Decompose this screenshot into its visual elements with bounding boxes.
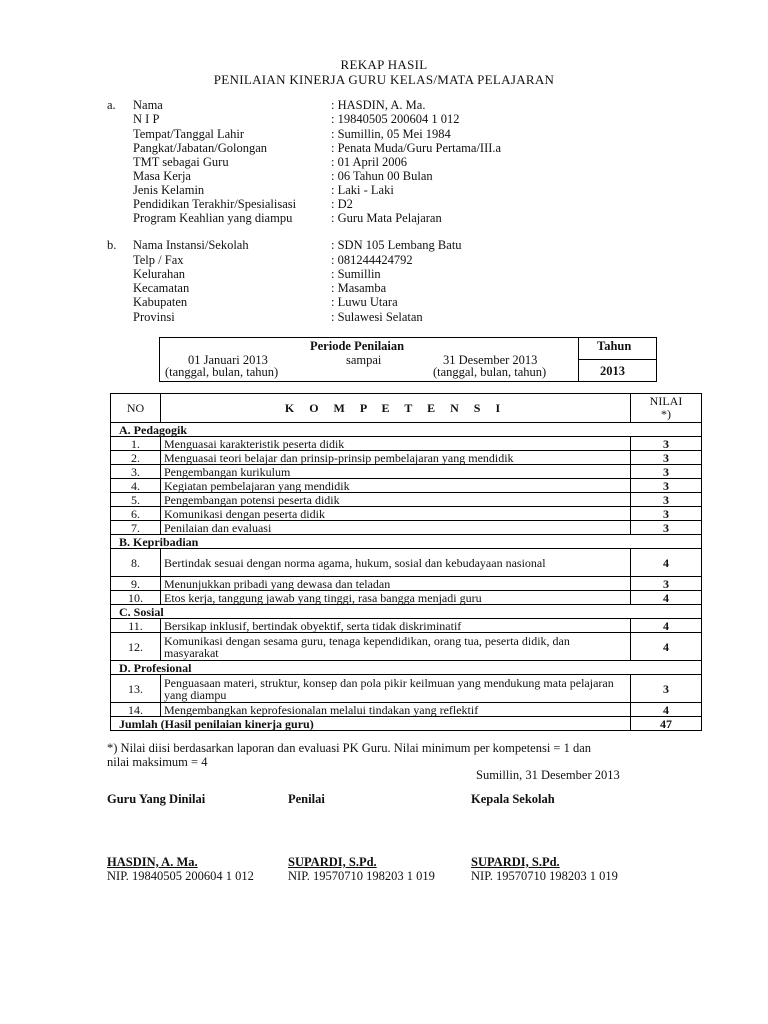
row-no: 8. [111, 549, 161, 577]
table-row [111, 507, 702, 521]
row-nilai: 3 [631, 451, 702, 465]
table-header-row [111, 394, 702, 423]
signature-role: Kepala Sekolah [471, 792, 555, 806]
table-row [111, 633, 702, 661]
row-kompetensi: Mengembangkan keprofesionalan melalui tindakan yang reflektif [161, 703, 631, 717]
periode-end-hint: (tanggal, bulan, tahun) [433, 365, 547, 379]
row-no: 14. [111, 703, 161, 717]
periode-start-date: 01 Januari 2013 [188, 353, 268, 367]
row-kompetensi: Menguasai karakteristik peserta didik [161, 437, 631, 451]
row-kompetensi: Kegiatan pembelajaran yang mendidik [161, 479, 631, 493]
footnote-line1: *) Nilai diisi berdasarkan laporan dan evaluasi PK Guru. Nilai minimum per kompetensi = 1 dan [107, 741, 592, 755]
header-nilai-note: *) [661, 407, 671, 421]
row-kompetensi: Komunikasi dengan sesama guru, tenaga kependidikan, orang tua, peserta didik, dan masyarakat [161, 633, 631, 661]
field-label: Pangkat/Jabatan/Golongan [133, 141, 267, 155]
row-no: 9. [111, 577, 161, 591]
row-kompetensi: Bertindak sesuai dengan norma agama, hukum, sosial dan kebudayaan nasional [161, 549, 631, 577]
field-value: : HASDIN, A. Ma. [331, 98, 426, 112]
section-a-marker: a. [107, 98, 116, 112]
row-nilai: 3 [631, 507, 702, 521]
row-nilai: 4 [631, 591, 702, 605]
row-kompetensi: Menguasai teori belajar dan prinsip-prinsip pembelajaran yang mendidik [161, 451, 631, 465]
place-date: Sumillin, 31 Desember 2013 [476, 768, 620, 782]
field-value: : 081244424792 [331, 253, 413, 267]
row-nilai: 3 [631, 479, 702, 493]
row-nilai: 4 [631, 703, 702, 717]
field-value: : Sumillin, 05 Mei 1984 [331, 127, 451, 141]
table-row [111, 549, 702, 577]
category-label: A. Pedagogik [111, 423, 702, 437]
field-label: N I P [133, 112, 160, 126]
row-no: 2. [111, 451, 161, 465]
table-row [111, 703, 702, 717]
tahun-label: Tahun [597, 339, 632, 353]
table-row [111, 451, 702, 465]
field-value: : Luwu Utara [331, 295, 398, 309]
header-nilai [631, 394, 702, 423]
field-value: : Sumillin [331, 267, 381, 281]
table-row [111, 479, 702, 493]
row-nilai: 3 [631, 465, 702, 479]
field-label: Program Keahlian yang diampu [133, 211, 293, 225]
field-label: Nama Instansi/Sekolah [133, 238, 249, 252]
row-nilai: 3 [631, 493, 702, 507]
row-no: 7. [111, 521, 161, 535]
field-label: Tempat/Tanggal Lahir [133, 127, 245, 141]
category-row [111, 535, 702, 549]
row-no: 1. [111, 437, 161, 451]
tahun-divider [578, 359, 656, 360]
header-no: NO [111, 394, 161, 423]
field-label: Pendidikan Terakhir/Spesialisasi [133, 197, 297, 211]
row-nilai: 4 [631, 549, 702, 577]
field-label: Provinsi [133, 310, 175, 324]
total-value: 47 [631, 717, 702, 731]
row-nilai: 4 [631, 633, 702, 661]
field-value: : 19840505 200604 1 012 [331, 112, 460, 126]
field-value: : Penata Muda/Guru Pertama/III.a [331, 141, 502, 155]
field-value: : Masamba [331, 281, 387, 295]
row-no: 10. [111, 591, 161, 605]
field-value: : Laki - Laki [331, 183, 394, 197]
row-no: 6. [111, 507, 161, 521]
table-row [111, 675, 702, 703]
field-label: Kabupaten [133, 295, 188, 309]
table-row [111, 437, 702, 451]
footnote-line2: nilai maksimum = 4 [107, 755, 208, 769]
field-value: : 06 Tahun 00 Bulan [331, 169, 433, 183]
field-label: Nama [133, 98, 163, 112]
field-label: Kelurahan [133, 267, 186, 281]
table-row [111, 465, 702, 479]
row-nilai: 3 [631, 521, 702, 535]
category-row [111, 423, 702, 437]
signature-name: HASDIN, A. Ma. [107, 855, 198, 869]
periode-penilaian-box [159, 337, 657, 382]
header-kompetensi: K O M P E T E N S I [161, 394, 631, 423]
periode-end-date: 31 Desember 2013 [443, 353, 538, 367]
tahun-value: 2013 [600, 364, 625, 378]
field-label: Jenis Kelamin [133, 183, 205, 197]
field-label: Masa Kerja [133, 169, 191, 183]
row-nilai: 3 [631, 675, 702, 703]
category-row [111, 605, 702, 619]
signature-role: Penilai [288, 792, 325, 806]
row-kompetensi: Pengembangan potensi peserta didik [161, 493, 631, 507]
row-no: 4. [111, 479, 161, 493]
field-value: : Sulawesi Selatan [331, 310, 423, 324]
periode-sampai: sampai [346, 353, 382, 367]
field-label: Telp / Fax [133, 253, 184, 267]
row-kompetensi: Penguasaan materi, struktur, konsep dan pola pikir keilmuan yang mendukung mata pelajaran yang diampu [161, 675, 631, 703]
total-row [111, 717, 702, 731]
row-no: 11. [111, 619, 161, 633]
table-row [111, 619, 702, 633]
row-no: 12. [111, 633, 161, 661]
periode-start-hint: (tanggal, bulan, tahun) [165, 365, 279, 379]
row-nilai: 4 [631, 619, 702, 633]
row-kompetensi: Komunikasi dengan peserta didik [161, 507, 631, 521]
document-title: REKAP HASIL [340, 57, 428, 72]
row-kompetensi: Menunjukkan pribadi yang dewasa dan teladan [161, 577, 631, 591]
periode-header: Periode Penilaian [310, 339, 405, 353]
row-kompetensi: Etos kerja, tanggung jawab yang tinggi, rasa bangga menjadi guru [161, 591, 631, 605]
kompetensi-table [110, 393, 702, 731]
field-value: : 01 April 2006 [331, 155, 408, 169]
signature-role: Guru Yang Dinilai [107, 792, 206, 806]
signature-nip: NIP. 19570710 198203 1 019 [288, 869, 435, 883]
row-nilai: 3 [631, 577, 702, 591]
category-label: C. Sosial [111, 605, 702, 619]
table-row [111, 493, 702, 507]
section-b-marker: b. [107, 238, 117, 252]
table-row [111, 591, 702, 605]
row-kompetensi: Pengembangan kurikulum [161, 465, 631, 479]
signature-nip: NIP. 19570710 198203 1 019 [471, 869, 618, 883]
signature-nip: NIP. 19840505 200604 1 012 [107, 869, 254, 883]
field-value: : Guru Mata Pelajaran [331, 211, 442, 225]
field-value: : D2 [331, 197, 353, 211]
signature-name: SUPARDI, S.Pd. [288, 855, 377, 869]
signature-name: SUPARDI, S.Pd. [471, 855, 560, 869]
row-nilai: 3 [631, 437, 702, 451]
category-row [111, 661, 702, 675]
row-no: 3. [111, 465, 161, 479]
field-label: TMT sebagai Guru [133, 155, 229, 169]
category-label: B. Kepribadian [111, 535, 702, 549]
category-label: D. Profesional [111, 661, 702, 675]
total-label: Jumlah (Hasil penilaian kinerja guru) [111, 717, 631, 731]
table-row [111, 577, 702, 591]
row-kompetensi: Penilaian dan evaluasi [161, 521, 631, 535]
table-row [111, 521, 702, 535]
row-no: 5. [111, 493, 161, 507]
field-label: Kecamatan [133, 281, 190, 295]
header-nilai-label: NILAI [649, 394, 683, 408]
row-kompetensi: Bersikap inklusif, bertindak obyektif, serta tidak diskriminatif [161, 619, 631, 633]
field-value: : SDN 105 Lembang Batu [331, 238, 462, 252]
document-subtitle: PENILAIAN KINERJA GURU KELAS/MATA PELAJARAN [213, 72, 555, 87]
row-no: 13. [111, 675, 161, 703]
